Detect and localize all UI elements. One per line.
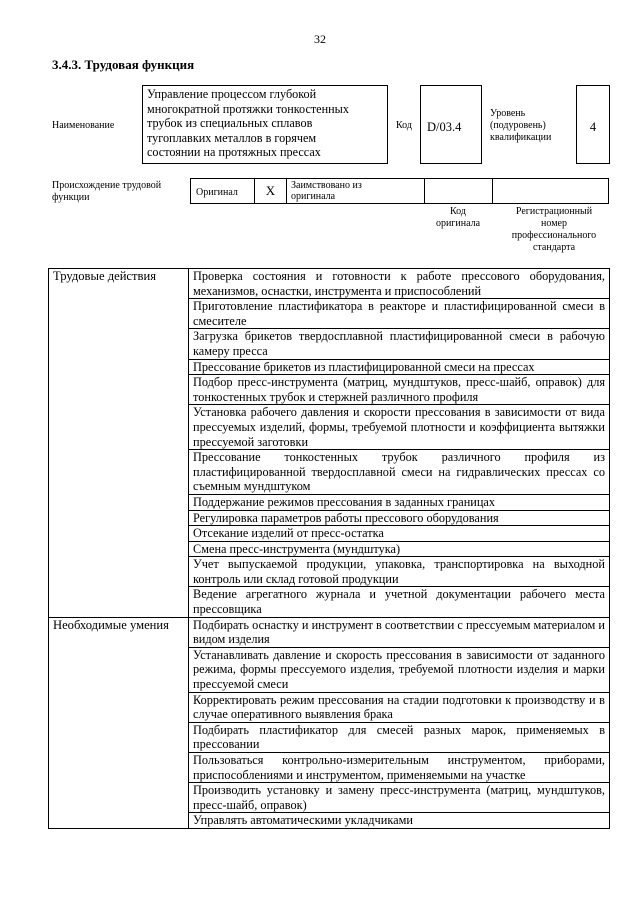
function-name-line: трубок из специальных сплавов [147, 116, 313, 131]
labor-action: Регулировка параметров работы прессового оборудования [189, 510, 610, 526]
level-label-line: квалификации [490, 132, 552, 143]
original-mark: X [255, 179, 287, 203]
caption-line: оригинала [435, 218, 481, 229]
function-name-line: состоянии на протяжных прессах [147, 145, 321, 160]
origin-label-line: функции [52, 192, 90, 203]
borrowed-label [287, 179, 425, 203]
function-name-line: тугоплавких металлов в горячем [147, 130, 317, 145]
function-name-line: Управление процессом глубокой [147, 87, 317, 101]
actions-heading: Трудовые действия [49, 269, 189, 618]
required-skill: Подбирать оснастку и инструмент в соответствии с прессуемым материалом и видом изделия [189, 617, 610, 647]
level-label [490, 108, 551, 144]
caption-line: Регистрационный [515, 206, 593, 217]
reg-number-caption [496, 206, 612, 254]
skills-heading: Необходимые умения [49, 617, 189, 828]
level-value: 4 [589, 120, 597, 134]
page-number: 32 [314, 32, 326, 46]
labor-action: Отсекание изделий от пресс-остатка [189, 526, 610, 542]
labor-function-table [48, 268, 610, 829]
reg-number-cell [493, 179, 608, 203]
level-label-line: Уровень [490, 108, 526, 119]
required-skill: Управлять автоматическими укладчиками [189, 813, 610, 829]
name-label: Наименование [52, 120, 115, 131]
level-box [576, 85, 610, 164]
labor-action: Ведение агрегатного журнала и учетной документации рабочего места прессовщика [189, 587, 610, 617]
origin-label [52, 180, 161, 204]
level-label-line: (подуровень) [490, 120, 546, 131]
original-code-caption [422, 206, 494, 230]
origin-row [190, 178, 609, 204]
labor-action: Установка рабочего давления и скорости прессования в зависимости от вида прессуемых изделий, формы, требуемой плотности и коэффициента вытяжки прессуемой заготовки [189, 405, 610, 450]
required-skill: Производить установку и замену пресс-инструмента (матриц, мундштуков, пресс-шайб, оправок) [189, 783, 610, 813]
caption-line: профессионального [511, 230, 597, 241]
labor-action: Проверка состояния и готовности к работе прессового оборудования, механизмов, оснастки, инструмента и приспособлений [189, 269, 610, 299]
labor-action: Загрузка брикетов твердосплавной пластифицированной смеси в рабочую камеру пресса [189, 329, 610, 359]
caption-line: стандарта [532, 242, 576, 253]
labor-action: Приготовление пластификатора в реакторе и пластифицированной смеси в смесителе [189, 299, 610, 329]
function-name-box [142, 85, 388, 164]
table-row [49, 617, 610, 647]
caption-line: Код [450, 206, 466, 217]
borrowed-label-line: оригинала [291, 191, 336, 202]
function-code-value: D/03.4 [427, 120, 462, 134]
labor-action: Прессование брикетов из пластифицированной смеси на прессах [189, 359, 610, 375]
labor-action: Смена пресс-инструмента (мундштука) [189, 541, 610, 557]
function-code-box [420, 85, 482, 164]
borrowed-label-line: Заимствовано из [291, 180, 362, 191]
origin-label-line: Происхождение трудовой [52, 180, 162, 191]
function-name-line: многократной протяжки тонкостенных [147, 101, 349, 116]
labor-action: Подбор пресс-инструмента (матриц, мундштуков, пресс-шайб, оправок) для тонкостенных трубок и стержней различного профиля [189, 375, 610, 405]
labor-action: Прессование тонкостенных трубок различного профиля из пластифицированной твердосплавной смеси на гидравлических прессах со съемным мундштуком [189, 450, 610, 495]
required-skill: Устанавливать давление и скорость прессования в зависимости от заданного режима, формы прессуемого изделия, требуемой плотности изделия и марки прессуемой смеси [189, 647, 610, 692]
section-title: 3.4.3. Трудовая функция [52, 57, 195, 72]
labor-action: Учет выпускаемой продукции, упаковка, транспортировка на выходной контроль или склад готовой продукции [189, 557, 610, 587]
required-skill: Подбирать пластификатор для смесей разных марок, применяемых в прессовании [189, 722, 610, 752]
required-skill: Пользоваться контрольно-измерительным инструментом, приборами, приспособлениями и инструментом, применяемыми на участке [189, 753, 610, 783]
labor-action: Поддержание режимов прессования в заданных границах [189, 494, 610, 510]
code-label: Код [396, 120, 412, 131]
required-skill: Корректировать режим прессования на стадии подготовки к производству и в случае оперативного выявления брака [189, 692, 610, 722]
table-row [49, 269, 610, 299]
caption-line: номер [541, 218, 567, 229]
original-label: Оригинал [191, 179, 255, 203]
original-code-cell [425, 179, 493, 203]
